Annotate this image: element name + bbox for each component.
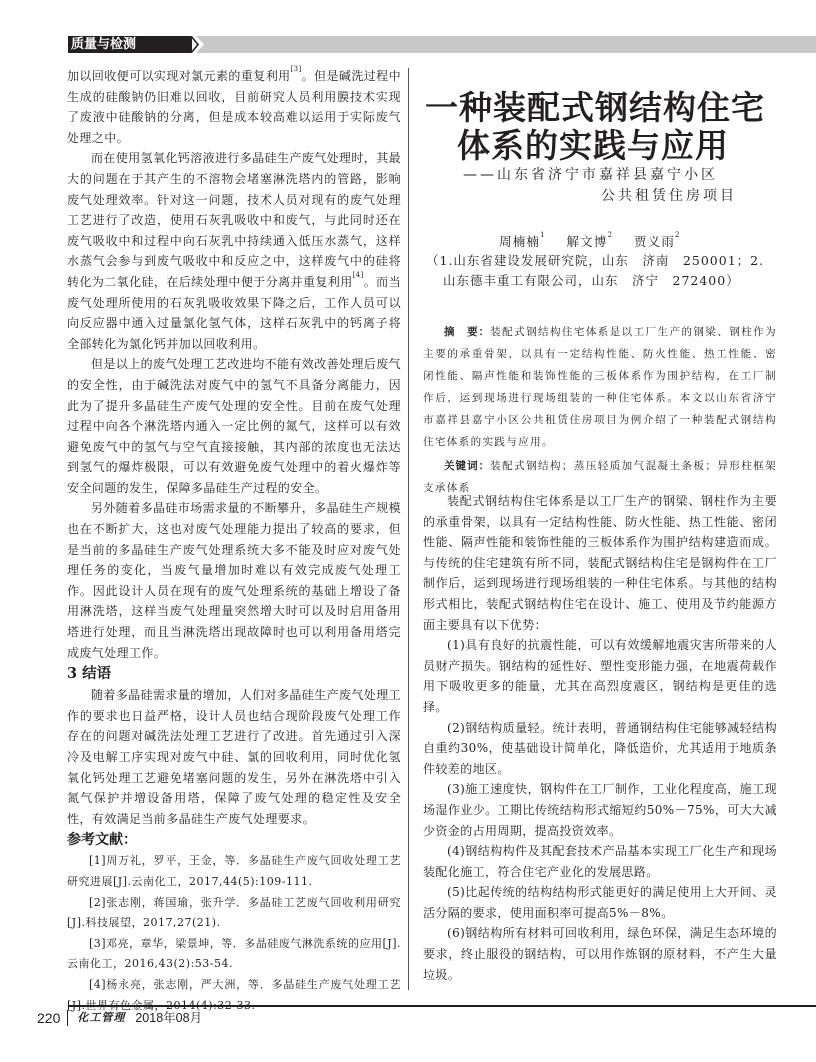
section-banner-bar — [196, 36, 816, 53]
left-column — [67, 66, 401, 1016]
keywords-label: 关键词： — [444, 460, 491, 472]
footer-separator — [67, 1010, 68, 1026]
paragraph: 另外随着多晶硅市场需求量的不断攀升，多晶硅生产规模也在不断扩大，这也对废气处理能力提出了较高的要求，但是当前的多晶硅生产废气处理系统大多不能及时应对废气处理任务的变化，当废气量增加时难以有效完成废气处理工作。因此设计人员在现有的废气处理系统的基础上增设了备用淋洗塔，这样当废气处理量突然增大时可以及时启用备用塔进行处理，而且当淋洗塔出现故障时也可以利用备用塔完成废气处理工作。 — [67, 501, 402, 660]
citation: [3] — [290, 65, 302, 73]
page-footer — [37, 1009, 202, 1027]
section-banner — [68, 36, 816, 53]
abstract: 摘 要：装配式钢结构住宅体系是以工厂生产的钢梁、钢柱作为主要的承重骨架，以具有一定结构性能、防火性能、热工性能、密闭性能、隔声性能和装饰性能的三板体系作为围护结构，在工厂制作后，运到现场进行现场组装的一种住宅体系。本文以山东省济宁市嘉祥县嘉宁小区公共租赁住房项目为例介绍了一种装配式钢结构住宅体系的实践与应用。 — [423, 326, 778, 448]
footer-rule — [68, 1005, 816, 1007]
paragraph: 而在使用氢氧化钙溶液进行多晶硅生产废气处理时，其最大的问题在于其产生的不溶物会堵塞淋洗塔内的管路，影响废气处理效率。针对这一问题，技术人员对现有的废气处理工艺进行了改造，使用石灰乳吸收中和废气，与此同时还在废气吸收中和过程中向石灰乳中持续通入低压水蒸气，这样水蒸气会参与到废气吸收中和反应之中，这样废气中的硅将转化为二氧化硅，在后续处理中便于分离并重复利用[4]。而当废气处理所使用的石灰乳吸收效果下降之后，工作人员可以向反应器中通入过量氯化氢气体，这样石灰乳中的钙离子将全部转化为氯化钙并加以回收利用。 — [67, 151, 402, 351]
conclusion-heading: 3 结语 — [67, 665, 112, 683]
article-subtitle-line2: 公共租赁住房项目 — [601, 188, 737, 204]
author-list — [499, 232, 681, 250]
page-number: 220 — [37, 1010, 61, 1026]
advantage-item: (3)施工速度快，钢构件在工厂制作，工业化程度高，施工现场湿作业少。工期比传统结构形式缩短约50%－75%，可大大减少资金的占用周期，提高投资效率。 — [423, 782, 777, 838]
author: 贾义雨$^2$ — [633, 231, 681, 249]
reference-item: [3]邓亮，章华，梁景坤，等．多晶硅废气淋洗系统的应用[J].云南化工，2016,43(2):53-54. — [67, 936, 401, 971]
section-label: 质量与检测 — [71, 37, 137, 52]
affiliation-line1: （1.山东省建设发展研究院，山东 济南 250001；2. — [426, 253, 765, 268]
keywords: 关键词：装配式钢结构；蒸压轻质加气混凝土条板；异形柱框架支承体系 — [423, 460, 778, 494]
reference-item: [2]张志刚，蒋国瑜，张升学．多晶硅工艺废气回收利用研究[J].科技展望，2017,27(21). — [67, 895, 401, 930]
column-divider — [408, 68, 409, 990]
advantage-item: (4)钢结构构件及其配套技术产品基本实现工厂化生产和现场装配化施工，符合住宅产业化的发展思路。 — [423, 844, 777, 879]
advantage-item: (2)钢结构质量轻。统计表明，普通钢结构住宅能够减轻结构自重约30%，使基础设计简单化，降低造价，尤其适用于地质条件较差的地区。 — [423, 720, 777, 776]
author: 解文博$^2$ — [566, 231, 614, 249]
abstract-block — [423, 321, 777, 499]
citation: [4] — [352, 270, 364, 279]
advantage-item: (1)具有良好的抗震性能，可以有效缓解地震灾害所带来的人员财产损失。钢结构的延性好、塑性变形能力强，在地震荷载作用下吸收更多的能量，尤其在高烈度震区，钢结构是更佳的选择。 — [423, 638, 777, 714]
reference-item: [1]周万礼，罗平，王金，等．多晶硅生产废气回收处理工艺研究进展[J].云南化工，2017,44(5):109-111. — [67, 854, 401, 888]
advantage-item: (6)钢结构所有材料可回收利用，绿色环保，满足生态环境的要求，终止服役的钢结构，可以用作炼钢的原材料，不产生大量垃圾。 — [423, 926, 777, 982]
journal-logo: 化工管理 — [77, 1011, 126, 1024]
affiliation-line2: 山东德丰重工有限公司，山东 济宁 272400） — [443, 273, 740, 288]
article-title-line2: 体系的实践与应用 — [457, 126, 729, 165]
paragraph: 加以回收便可以实现对氯元素的重复利用[3]。但是碱洗过程中生成的硅酸钠仍旧难以回收，目前研究人员利用膜技术实现了废液中硅酸钠的分离，但是成本较高难以运用于实际废气处理之中。 — [67, 65, 402, 145]
section-banner-dark — [68, 36, 192, 53]
article-subtitle-line1: ——山东省济宁市嘉祥县嘉宁小区 — [463, 167, 718, 183]
abstract-label: 摘 要： — [444, 326, 491, 338]
issue-date: 2018年08月 — [135, 1011, 203, 1025]
paragraph: 装配式钢结构住宅体系是以工厂生产的钢梁、钢柱作为主要的承重骨架，以具有一定结构性能、防火性能、热工性能、密闭性能、隔声性能和装饰性能的三板体系作为围护结构建造而成。与传统的住宅建筑有所不同，装配式钢结构住宅是钢构件在工厂制作后，运到现场进行现场组装的一种住宅体系。与其他的结构形式相比，装配式钢结构住宅在设计、施工、使用及节约能源方面主要具有以下优势： — [423, 494, 777, 632]
conclusion-paragraph: 随着多晶硅需求量的增加，人们对多晶硅生产废气处理工作的要求也日益严格，设计人员也结合现阶段废气处理工作存在的问题对碱洗法处理工艺进行了改进。首先通过引入深冷及电解工序实现对废气中硅、氯的回收利用，同时优化氢氧化钙处理工艺避免堵塞问题的发生，另外在淋洗塔中引入氮气保护并增设备用塔，保障了废气处理的稳定性及安全性，有效满足当前多晶硅生产废气处理要求。 — [67, 688, 402, 826]
reference-item: [4]杨永亮，张志刚，严大洲，等．多晶硅生产废气处理工艺 — [89, 977, 401, 991]
article-title-line1: 一种装配式钢结构住宅 — [425, 88, 765, 127]
paragraph: 但是以上的废气处理工艺改进均不能有效改善处理后废气的安全性，由于碱洗法对废气中的氢气不具备分离能力，因此为了提升多晶硅生产废气处理的安全性。目前在废气处理过程中向各个淋洗塔内通入一定比例的氮气，这样可以有效避免废气中的氢气与空气直接接触，其内部的浓度也无法达到氢气的爆炸极限，可以有效避免废气处理中的着火爆炸等安全问题的发生，保障多晶硅生产过程的安全。 — [67, 357, 402, 495]
article-body — [423, 491, 777, 985]
references-heading: 参考文献： — [67, 832, 137, 849]
author: 周楠楠$^1$ — [499, 231, 546, 249]
advantage-item: (5)比起传统的结构结构形式能更好的满足使用上大开间、灵活分隔的要求，使用面积率可提高5%－8%。 — [423, 885, 777, 920]
